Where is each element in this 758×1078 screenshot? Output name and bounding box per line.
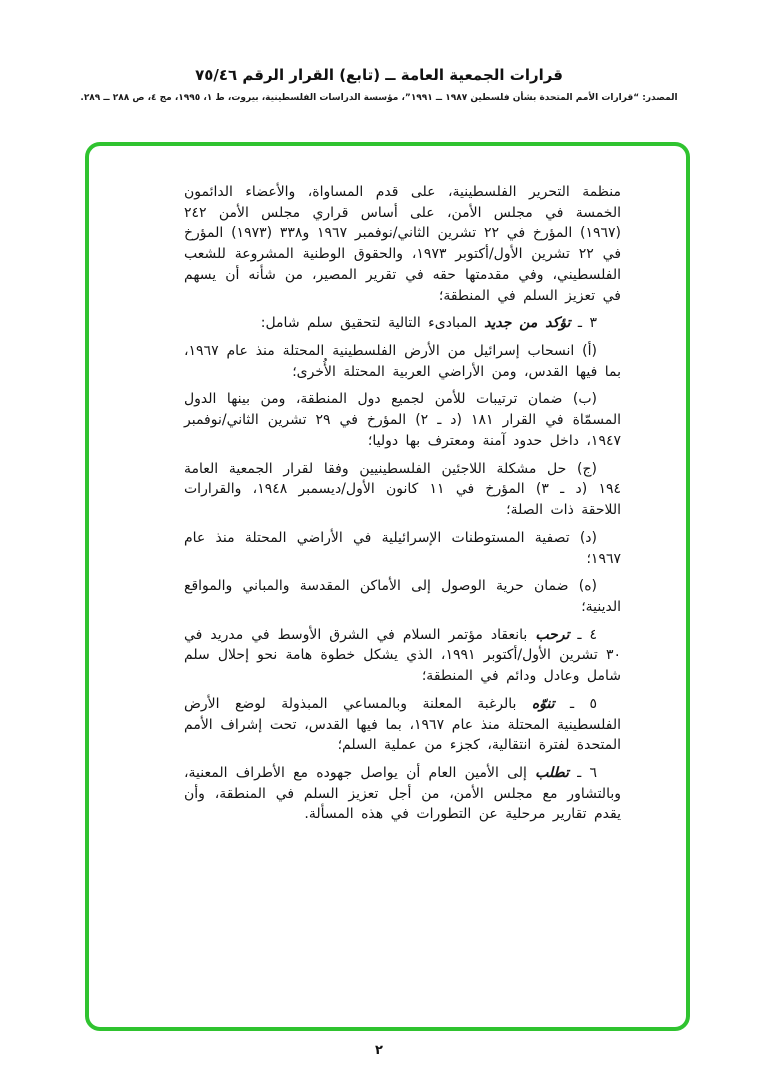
- item-number: ٣ ـ: [570, 315, 597, 332]
- paragraph-subitem-a: [184, 341, 621, 382]
- source-line: المصدر: “قرارات الأمم المتحدة بشأن فلسطين ١٩٨٧ ــ ١٩٩١”، مؤسسة الدراسات الفلسطينية، بيروت، ط ١، ١٩٩٥، مج ٤، ص ٢٨٨ ــ ٢٨٩.: [80, 93, 678, 103]
- item-number: ٦ ـ: [568, 764, 597, 781]
- paragraph-operative-6: [184, 763, 621, 825]
- paragraph-subitem-e: [184, 576, 621, 617]
- document-header: [0, 66, 758, 103]
- paragraph-text: (أ) انسحاب إسرائيل من الأرض الفلسطينية المحتلة منذ عام ١٩٦٧، بما فيها القدس، ومن الأراضي العربية المحتلة الأُخرى؛: [184, 343, 621, 380]
- paragraph-preamble: [184, 182, 621, 306]
- paragraph-text: (ب) ضمان ترتيبات للأمن لجميع دول المنطقة، ومن بينها الدول المسمّاة في القرار ١٨١ (د ـ ٢) المؤرخ في ٢٩ تشرين الثاني/نوفمبر ١٩٤٧، داخل حدود آمنة ومعترف بها دوليا؛: [184, 391, 622, 449]
- operative-verb: تؤكد من جديد: [484, 315, 571, 332]
- page-title: قرارات الجمعية العامة ــ (تابع) القرار الرقم ٧٥/٤٦: [195, 66, 563, 84]
- paragraph-text: (ج) حل مشكلة اللاجئين الفلسطينيين وفقا لقرار الجمعية العامة ١٩٤ (د ـ ٣) المؤرخ في ١١ كانون الأول/ديسمبر ١٩٤٨، والقرارات اللاحقة ذات الصلة؛: [184, 460, 621, 519]
- paragraph-operative-3: [184, 313, 621, 334]
- operative-verb: تطلب: [535, 764, 569, 781]
- paragraph-text: بانعقاد مؤتمر السلام في الشرق الأوسط في مدريد في ٣٠ تشرين الأول/أكتوبر ١٩٩١، الذي يشكل خطوة هامة نحو إحلال سلم شامل وعادل ودائم في المنطقة؛: [184, 626, 622, 685]
- operative-verb: ترحب: [535, 626, 570, 643]
- paragraph-text: بالرغبة المعلنة وبالمساعي المبذولة لوضع الأرض الفلسطينية المحتلة منذ عام ١٩٦٧، بما فيها القدس، تحت إشراف الأمم المتحدة لفترة انتقالية، كجزء من عملية السلم؛: [184, 695, 621, 754]
- resolution-text-block: [184, 182, 621, 825]
- paragraph-subitem-c: [184, 459, 621, 521]
- paragraph-text: المبادىء التالية لتحقيق سلم شامل:: [260, 315, 485, 332]
- paragraph-text: إلى الأمين العام أن يواصل جهوده مع الأطراف المعنية، وبالتشاور مع مجلس الأمن، من أجل تعزيز السلم في المنطقة، وأن يقدم تقارير مرحلية عن التطورات في هذه المسألة.: [184, 764, 621, 823]
- paragraph-text: منظمة التحرير الفلسطينية، على قدم المساواة، والأعضاء الدائمون الخمسة في مجلس الأمن، على أساس قراري مجلس الأمن ٢٤٢ (١٩٦٧) المؤرخ في ٢٢ تشرين الثاني/نوفمبر ١٩٦٧ و٣٣٨ (١٩٧٣) المؤرخ في ٢٢ تشرين الأول/أكتوبر ١٩٧٣، والحقوق الوطنية المشروعة للشعب الفلسطيني، وفي مقدمتها حقه في تقرير المصير، من شأنه أن يسهم في تعزيز السلم في المنطقة؛: [184, 184, 622, 304]
- paragraph-subitem-d: [184, 528, 621, 569]
- green-border-box: [85, 142, 690, 1031]
- paragraph-subitem-b: [184, 389, 621, 451]
- paragraph-text: (د) تصفية المستوطنات الإسرائيلية في الأراضي المحتلة منذ عام ١٩٦٧؛: [184, 529, 621, 567]
- operative-verb: تنوّه: [531, 695, 555, 712]
- paragraph-text: (ه) ضمان حرية الوصول إلى الأماكن المقدسة والمباني والمواقع الدينية؛: [184, 578, 621, 615]
- page-number: ٢: [375, 1043, 383, 1058]
- item-number: ٥ ـ: [554, 695, 597, 712]
- paragraph-operative-5: [184, 694, 621, 756]
- paragraph-operative-4: [184, 625, 621, 687]
- item-number: ٤ ـ: [569, 626, 597, 643]
